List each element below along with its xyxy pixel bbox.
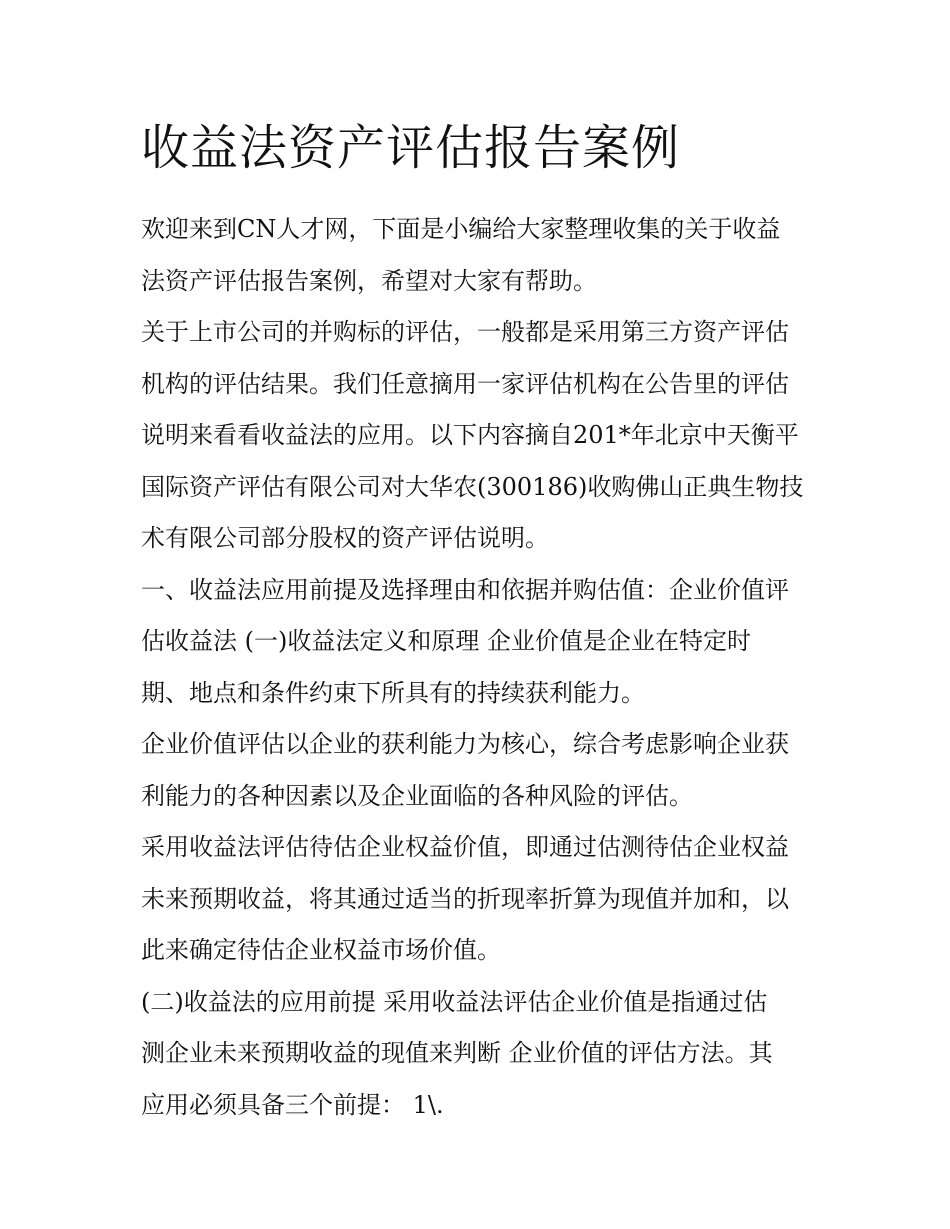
paragraph-line: 欢迎来到CN人才网，下面是小编给大家整理收集的关于收益 [141,215,781,243]
paragraph-line: 估收益法 (一)收益法定义和原理 企业价值是企业在特定时 [141,627,751,655]
paragraph-method [141,822,821,977]
paragraph-line: 企业价值评估以企业的获利能力为核心，综合考虑影响企业获 [141,730,789,758]
paragraph-line: 采用收益法评估待估企业权益价值，即通过估测待估企业权益 [141,833,789,861]
paragraph-core-ability [141,719,821,822]
paragraph-line: 机构的评估结果。我们任意摘用一家评估机构在公告里的评估 [141,369,789,398]
paragraph-line: 说明来看看收益法的应用。以下内容摘自201*年北京中天衡平 [141,421,799,449]
paragraph-background [141,307,821,565]
paragraph-line: 术有限公司部分股权的资产评估说明。 [141,524,549,552]
paragraph-line: 法资产评估报告案例，希望对大家有帮助。 [141,266,597,295]
paragraph-line: 应用必须具备三个前提： 1\. [141,1090,444,1119]
document-title: 收益法资产评估报告案例 [141,120,681,176]
paragraph-line: 测企业未来预期收益的现值来判断 企业价值的评估方法。其 [141,1039,773,1067]
paragraph-intro [141,204,821,307]
paragraph-line: 国际资产评估有限公司对大华农(300186)收购佛山正典生物技 [141,472,804,501]
document-page [141,112,821,1131]
paragraph-line: (二)收益法的应用前提 采用收益法评估企业价值是指通过估 [141,987,768,1016]
paragraph-line: 此来确定待估企业权益市场价值。 [141,936,501,964]
paragraph-line: 期、地点和条件约束下所具有的持续获利能力。 [141,678,645,707]
paragraph-line: 关于上市公司的并购标的评估，一般都是采用第三方资产评估 [141,318,789,346]
paragraph-section-two [141,977,821,1132]
paragraph-line: 未来预期收益，将其通过适当的折现率折算为现值并加和，以 [141,884,789,913]
paragraph-line: 一、收益法应用前提及选择理由和依据并购估值：企业价值评 [141,575,789,604]
paragraph-section-one [141,565,821,720]
paragraph-line: 利能力的各种因素以及企业面临的各种风险的评估。 [141,781,693,810]
